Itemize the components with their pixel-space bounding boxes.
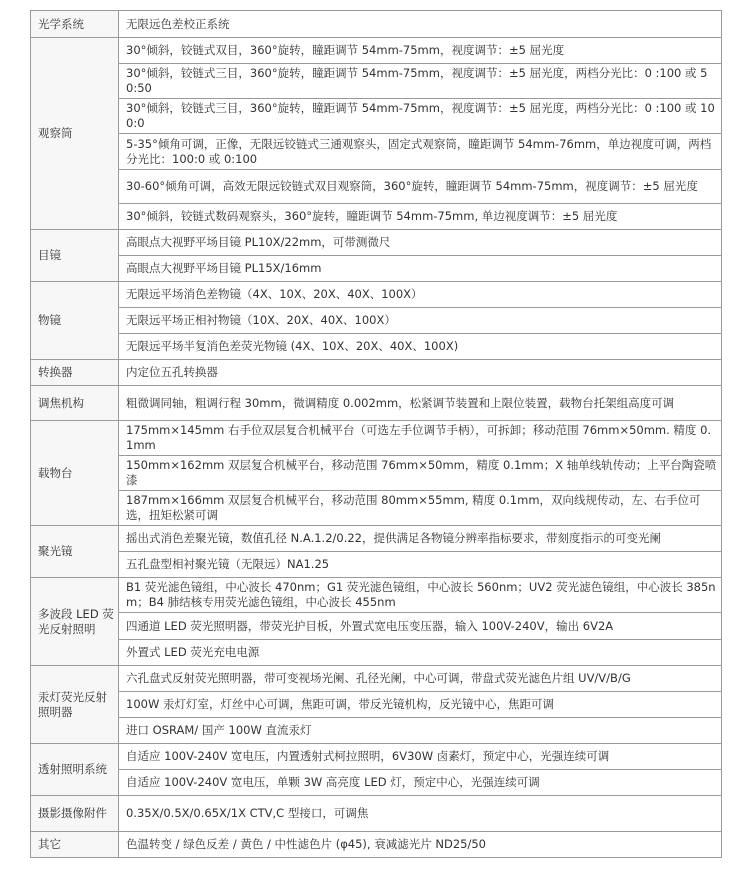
spec-value-cell: 四通道 LED 荧光照明器，带荧光护目板，外置式宽电压变压器，输入 100V-240V，输出 6V2A [119,613,722,640]
table-row [31,526,722,552]
table-row [31,360,722,386]
table-row [31,308,722,334]
category-cell: 多波段 LED 荧光反射照明 [31,578,119,666]
table-row [31,666,722,692]
spec-value-cell: 175mm×145mm 右手位双层复合机械平台（可选左手位调节手柄），可拆卸；移动范围 76mm×50mm. 精度 0.1mm [119,421,722,456]
table-row [31,230,722,256]
table-row [31,718,722,744]
spec-value-cell: 高眼点大视野平场目镜 PL10X/22mm，可带测微尺 [119,230,722,256]
spec-value-cell: 自适应 100V-240V 宽电压，单颗 3W 高亮度 LED 灯，预定中心，光强连续可调 [119,770,722,796]
table-row [31,832,722,858]
table-row [31,640,722,666]
table-row [31,256,722,282]
table-row [31,170,722,204]
category-cell: 聚光镜 [31,526,119,578]
table-row [31,421,722,456]
spec-table [30,10,722,858]
spec-value-cell: 无限远平场正相衬物镜（10X、20X、40X、100X） [119,308,722,334]
table-row [31,491,722,526]
spec-value-cell: 进口 OSRAM/ 国产 100W 直流汞灯 [119,718,722,744]
table-row [31,282,722,308]
spec-value-cell: 30-60°倾角可调，高效无限远铰链式双目观察筒，360°旋转，瞳距调节 54mm-75mm，视度调节：±5 屈光度 [119,170,722,204]
table-row [31,613,722,640]
table-row [31,334,722,360]
table-row [31,134,722,170]
spec-value-cell: 30°倾斜，铰链式双目，360°旋转，瞳距调节 54mm-75mm，视度调节：±5 屈光度 [119,38,722,64]
spec-value-cell: 30°倾斜，铰链式数码观察头，360°旋转，瞳距调节 54mm-75mm, 单边视度调节：±5 屈光度 [119,204,722,230]
category-cell: 摄影摄像附件 [31,796,119,832]
table-row [31,692,722,718]
spec-value-cell: 30°倾斜，铰链式三目，360°旋转，瞳距调节 54mm-75mm，视度调节：±5 屈光度，两档分光比：0 :100 或 50:50 [119,64,722,99]
table-row [31,38,722,64]
spec-value-cell: 外置式 LED 荧光充电电源 [119,640,722,666]
spec-value-cell: 五孔盘型相衬聚光镜（无限远）NA1.25 [119,552,722,578]
spec-value-cell: 无限远色差校正系统 [119,11,722,38]
category-cell: 载物台 [31,421,119,526]
spec-value-cell: 5-35°倾角可调，正像，无限远铰链式三通观察头，固定式观察筒，瞳距调节 54mm-76mm，单边视度可调，两档分光比：100:0 或 0:100 [119,134,722,170]
spec-value-cell: 无限远平场半复消色差荧光物镜 (4X、10X、20X、40X、100X) [119,334,722,360]
table-row [31,456,722,491]
table-row [31,11,722,38]
spec-table-body [31,11,722,858]
category-cell: 目镜 [31,230,119,282]
spec-value-cell: B1 荧光滤色镜组，中心波长 470nm；G1 荧光滤色镜组，中心波长 560nm；UV2 荧光滤色镜组，中心波长 385nm；B4 肺结核专用荧光滤色镜组，中心波长 455nm [119,578,722,613]
category-cell: 物镜 [31,282,119,360]
spec-value-cell: 自适应 100V-240V 宽电压，内置透射式柯拉照明，6V30W 卤素灯，预定中心，光强连续可调 [119,744,722,770]
table-row [31,770,722,796]
spec-value-cell: 187mm×166mm 双层复合机械平台，移动范围 80mm×55mm, 精度 0.1mm，双向线规传动，左、右手位可选，扭矩松紧可调 [119,491,722,526]
spec-value-cell: 150mm×162mm 双层复合机械平台，移动范围 76mm×50mm，精度 0.1mm；X 轴单线轨传动；上平台陶瓷喷漆 [119,456,722,491]
spec-value-cell: 0.35X/0.5X/0.65X/1X CTV,C 型接口，可调焦 [119,796,722,832]
table-row [31,64,722,99]
category-cell: 观察筒 [31,38,119,230]
table-row [31,99,722,134]
spec-value-cell: 100W 汞灯灯室，灯丝中心可调，焦距可调，带反光镜机构，反光镜中心，焦距可调 [119,692,722,718]
spec-value-cell: 摇出式消色差聚光镜，数值孔径 N.A.1.2/0.22，提供满足各物镜分辨率指标要求，带刻度指示的可变光阑 [119,526,722,552]
category-cell: 光学系统 [31,11,119,38]
spec-value-cell: 六孔盘式反射荧光照明器，带可变视场光阑、孔径光阑，中心可调，带盘式荧光滤色片组 UV/V/B/G [119,666,722,692]
category-cell: 转换器 [31,360,119,386]
spec-value-cell: 无限远平场消色差物镜（4X、10X、20X、40X、100X） [119,282,722,308]
spec-value-cell: 高眼点大视野平场目镜 PL15X/16mm [119,256,722,282]
spec-value-cell: 粗微调同轴，粗调行程 30mm，微调精度 0.002mm，松紧调节装置和上限位装置，载物台托架组高度可调 [119,386,722,421]
table-row [31,578,722,613]
category-cell: 调焦机构 [31,386,119,421]
spec-value-cell: 内定位五孔转换器 [119,360,722,386]
category-cell: 汞灯荧光反射照明器 [31,666,119,744]
category-cell: 透射照明系统 [31,744,119,796]
category-cell: 其它 [31,832,119,858]
table-row [31,552,722,578]
table-row [31,796,722,832]
table-row [31,744,722,770]
spec-value-cell: 30°倾斜，铰链式三目，360°旋转，瞳距调节 54mm-75mm，视度调节：±5 屈光度，两档分光比：0 :100 或 100:0 [119,99,722,134]
spec-value-cell: 色温转变 / 绿色反差 / 黄色 / 中性滤色片 (φ45), 衰减滤光片 ND25/50 [119,832,722,858]
table-row [31,386,722,421]
table-row [31,204,722,230]
